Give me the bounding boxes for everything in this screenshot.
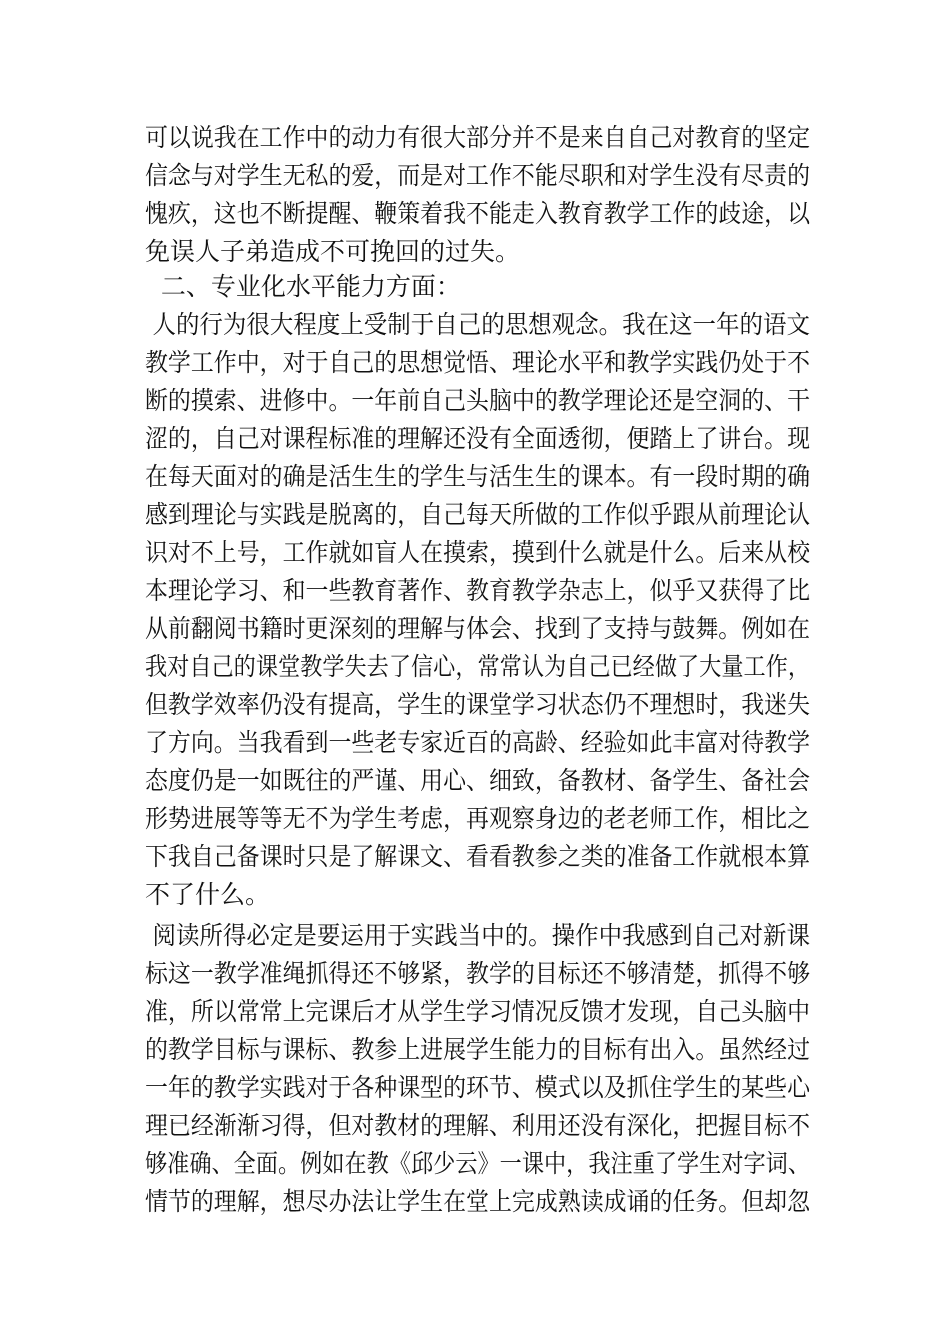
- paragraph-line: 了方向。当我看到一些老专家近百的高龄、经验如此丰富对待教学: [145, 728, 811, 757]
- paragraph-line: 愧疚，这也不断提醒、鞭策着我不能走入教育教学工作的歧途，以: [145, 199, 811, 228]
- paragraph-line: 我对自己的课堂教学失去了信心，常常认为自己已经做了大量工作，: [145, 652, 811, 681]
- paragraph-line: 信念与对学生无私的爱，而是对工作不能尽职和对学生没有尽责的: [145, 161, 811, 190]
- paragraph-line: 但教学效率仍没有提高，学生的课堂学习状态仍不理想时，我迷失: [145, 690, 811, 719]
- paragraph-line: 标这一教学准绳抓得还不够紧，教学的目标还不够清楚，抓得不够: [145, 959, 811, 988]
- paragraph-line: 人的行为很大程度上受制于自己的思想观念。我在这一年的语文: [145, 310, 810, 339]
- paragraph-line: 理已经渐渐习得，但对教材的理解、利用还没有深化，把握目标不: [145, 1111, 811, 1140]
- paragraph-line: 免误人子弟造成不可挽回的过失。: [145, 237, 521, 266]
- paragraph-line: 情节的理解，想尽办法让学生在堂上完成熟读成诵的任务。但却忽: [145, 1187, 811, 1216]
- paragraph-line: 涩的，自己对课程标准的理解还没有全面透彻，便踏上了讲台。现: [145, 424, 811, 453]
- paragraph-line: 识对不上号，工作就如盲人在摸索，摸到什么就是什么。后来从校: [145, 538, 811, 567]
- paragraph-line: 本理论学习、和一些教育著作、教育教学杂志上，似乎又获得了比: [145, 576, 811, 605]
- paragraph-line: 从前翻阅书籍时更深刻的理解与体会、找到了支持与鼓舞。例如在: [145, 614, 811, 643]
- paragraph-line: 在每天面对的确是活生生的学生与活生生的课本。有一段时期的确: [145, 462, 811, 491]
- paragraph-line: 一年的教学实践对于各种课型的环节、模式以及抓住学生的某些心: [145, 1073, 811, 1102]
- paragraph-line: 态度仍是一如既往的严谨、用心、细致，备教材、备学生、备社会: [145, 766, 811, 795]
- paragraph-line: 准，所以常常上完课后才从学生学习情况反馈才发现，自己头脑中: [145, 997, 811, 1026]
- paragraph-line: 阅读所得必定是要运用于实践当中的。操作中我感到自己对新课: [145, 921, 810, 950]
- paragraph-line: 可以说我在工作中的动力有很大部分并不是来自自己对教育的坚定: [145, 123, 811, 152]
- section-heading: 二、专业化水平能力方面：: [145, 272, 461, 301]
- paragraph-line: 不了什么。: [145, 880, 271, 909]
- paragraph-line: 教学工作中，对于自己的思想觉悟、理论水平和教学实践仍处于不: [145, 348, 811, 377]
- paragraph-line: 的教学目标与课标、教参上进展学生能力的目标有出入。虽然经过: [145, 1035, 811, 1064]
- paragraph-line: 形势进展等等无不为学生考虑，再观察身边的老老师工作，相比之: [145, 804, 811, 833]
- paragraph-line: 断的摸索、进修中。一年前自己头脑中的教学理论还是空洞的、干: [145, 386, 811, 415]
- paragraph-line: 下我自己备课时只是了解课文、看看教参之类的准备工作就根本算: [145, 842, 811, 871]
- paragraph-line: 够准确、全面。例如在教《邱少云》一课中，我注重了学生对字词、: [145, 1149, 811, 1178]
- paragraph-line: 感到理论与实践是脱离的，自己每天所做的工作似乎跟从前理论认: [145, 500, 811, 529]
